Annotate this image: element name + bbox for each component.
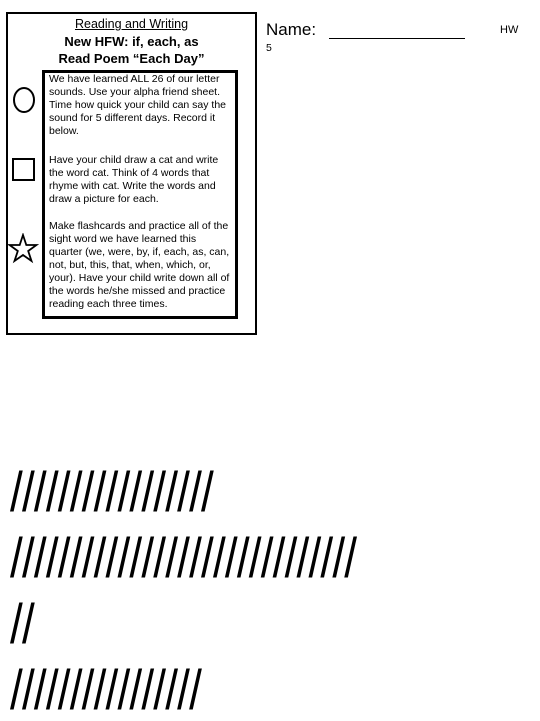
homework-code: HW xyxy=(500,24,519,36)
worksheet-subtitle xyxy=(6,33,257,67)
star-icon xyxy=(7,233,39,265)
name-label: Name: xyxy=(266,20,317,39)
name-field-line[interactable] xyxy=(329,38,465,39)
square-icon xyxy=(11,157,37,183)
tally-line-2: ///////////////////////////// xyxy=(10,526,357,589)
page-number: 5 xyxy=(266,42,272,54)
tally-line-3: // xyxy=(10,592,34,655)
subtitle-line-1: New HFW: if, each, as xyxy=(64,34,199,49)
task-1-text: We have learned ALL 26 of our letter sounds. Use your alpha friend sheet. Time how quick your child can say the sound for 5 different days. Record it below. xyxy=(49,73,227,137)
subtitle-line-2: Read Poem “Each Day” xyxy=(58,51,205,66)
tally-line-1: ///////////////// xyxy=(10,460,213,523)
circle-icon xyxy=(11,86,37,114)
task-3-text: Make flashcards and practice all of the sight word we have learned this quarter (we, were, by, if, each, as, can, not, but, this, that, when, which, or, your). Have your child write down all of the words he/she missed and practice reading each three times. xyxy=(49,220,230,310)
tally-line-4: //////////////// xyxy=(10,658,202,721)
task-2-text: Have your child draw a cat and write the word cat. Think of 4 words that rhyme with cat. Write the words and draw a picture for each. xyxy=(49,154,219,205)
worksheet-title: Reading and Writing xyxy=(74,17,189,31)
